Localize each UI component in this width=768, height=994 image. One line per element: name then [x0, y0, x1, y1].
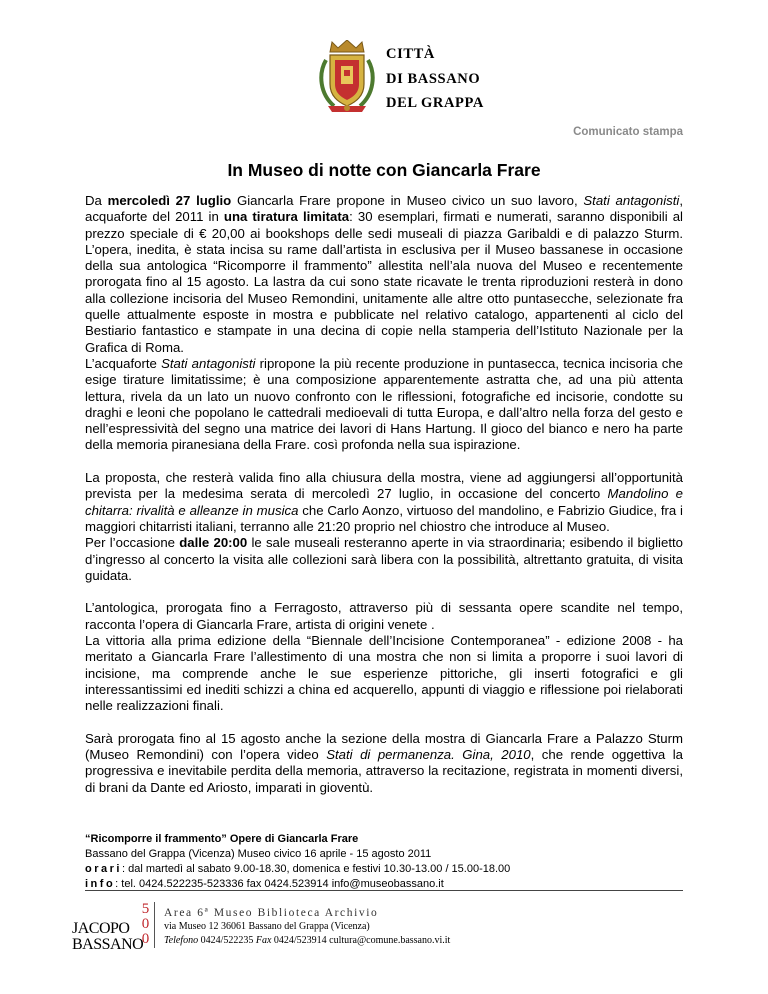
bold-run: mercoledì 27 luglio — [107, 193, 232, 208]
text-run: Da — [85, 193, 108, 208]
italic-run: Stati di permanenza. Gina, 2010 — [326, 747, 531, 763]
city-name-line: CITTÀ — [386, 46, 435, 62]
paragraph — [85, 535, 683, 584]
text-run: La proposta, che resterà valida fino alla chiusura della mostra, viene ad aggiungersi all’opportunità prevista per la medesima serata di mercoledì 27 luglio, in occasione del concerto — [85, 470, 683, 502]
logo-digit: 5 — [141, 901, 150, 917]
article-body — [85, 193, 683, 796]
text-run: ripropone la più recente produzione in puntasecca, tecnica incisoria che esige tirature limitatissime; è una composizione apparentemente astratta che, ad una più attenta lettura, rivela da un lato un nuovo confronto con le riflessioni, fotografiche ed incisorie, condotte su draghi e leoni che popolano le cattedrali medioevali di tutta Europa, e dall’altro nella forza del gesto e nell’espressività del segno una matrice dei lavori di Hans Hartung. Il gioco del bianco e nero ha parte della memoria piranesiana della Frare. così profonda nella sua ispirazione. — [85, 355, 683, 453]
city-name — [386, 42, 484, 116]
text-run: , che rende oggettiva la progressiva e inevitabile perdita della memoria, attraverso la recitazione, registrata in momenti diversi, di brani da Dante ed Ariosto, imparati in gioventù. — [85, 747, 683, 795]
logo-digit: 0 — [141, 916, 150, 932]
paragraph: La vittoria alla prima edizione della “Biennale dell’Incisione Contemporanea” - edizione 2008 - ha meritato a Giancarla Frare l’allestimento di una mostra che non si limita a proporre i suoi lavori di incisione, ma comprende anche le sue esperienze pittoriche, gli inserti fotografici e gli interessantissimi ed inediti schizzi a china ed acquerello, appunti di viaggio e riflessione poi rielaborati nelle realizzazioni finali. — [85, 633, 683, 714]
fax-label: Fax — [255, 935, 272, 946]
press-release-label: Comunicato stampa — [573, 126, 683, 138]
footer-divider — [85, 890, 683, 891]
event-title: “Ricomporre il frammento” Opere di Giancarla Frare — [85, 833, 359, 845]
street-address: via Museo 12 36061 Bassano del Grappa (Vicenza) — [164, 921, 370, 932]
text-run: Giancarla Frare propone in Museo civico un suo lavoro, — [231, 193, 584, 208]
city-name-line: DEL GRAPPA — [386, 95, 484, 111]
paragraph — [85, 356, 683, 454]
fax-email-value: 0424/523914 cultura@comune.bassano.vi.it — [271, 935, 451, 946]
hours-label: orari — [85, 863, 122, 875]
paragraph — [85, 470, 683, 535]
logo-digit: 0 — [141, 931, 150, 947]
tel-label: Telefono — [164, 935, 199, 946]
text-run: Sarà prorogata fino al 15 agosto anche la sezione della mostra di Giancarla Frare a Palazzo Sturm (Museo Remondini) con l’opera video — [85, 730, 683, 763]
text-run: le sale museali resteranno aperte in via straordinaria; esibendo il biglietto d’ingresso al concerto la visita alle collezioni sarà libera con la possibilità, altrettanto gratuita, di visita guidata. — [85, 535, 683, 583]
city-crest-icon — [318, 40, 376, 118]
italic-run: Stati antagonisti — [583, 193, 680, 208]
text-run: che Carlo Aonzo, virtuoso del mandolino, e Fabrizio Giudice, fra i maggiori chitarristi italiani, terranno alle 21:20 proprio nel chiostro che introduce al Museo. — [85, 502, 683, 534]
logo-separator — [154, 902, 155, 948]
text-run: : 30 esemplari, firmati e numerati, saranno disponibili al prezzo speciale di € 20,00 ai bookshops delle sedi museali di piazza Garibaldi e di palazzo Sturm. L’opera, inedita, è stata incisa su rame dall’artista in esclusiva per il Museo bassanese in occasione della sua antologica “Ricomporre il frammento” allestita nell’ala nuova del Museo e recentemente prorogata fino al 15 agosto. La lastra da cui sono state ricavate le trenta riproduzioni resterà in dono alla collezione incisoria del Museo Remondini, unitamente alle altre otto puntasecche, selezionate fra quelle attualmente esposte in mostra e pubblicate nel relativo catalogo, appartenenti al ciclo del Bestiario fantastico e stampate in una decina di copie nella stamperia dell’Istituto Nazionale per la Grafica di Roma. — [85, 209, 683, 355]
text-run: L’acquaforte — [85, 355, 162, 371]
bold-run: dalle 20:00 — [179, 535, 248, 551]
info-value: : tel. 0424.522235-523336 fax 0424.523914 info@museobassano.it — [115, 878, 444, 890]
text-run: , acquaforte del 2011 in — [85, 193, 683, 225]
bold-run: una tiratura limitata — [223, 209, 350, 225]
logo-word-top: JACOPO — [72, 920, 130, 937]
hours-value: : dal martedì al sabato 9.00-18.30, domenica e festivi 10.30-13.00 / 15.00-18.00 — [121, 863, 511, 875]
info-label: info — [85, 878, 116, 890]
italic-run: Mandolino e chitarra: rivalità e alleanze in musica — [85, 486, 683, 518]
paragraph — [85, 193, 683, 356]
paragraph — [85, 731, 683, 796]
department-name: Area 6ª Museo Biblioteca Archivio — [164, 907, 379, 919]
logo-500-mark — [139, 902, 152, 947]
logo-word-bottom: BASSANO — [72, 936, 144, 953]
contact-line — [164, 934, 450, 948]
event-place-dates: Bassano del Grappa (Vicenza) Museo civico 16 aprile - 15 agosto 2011 — [85, 848, 432, 860]
paragraph: L’antologica, prorogata fino a Ferragosto, attraverso più di sessanta opere scandite nel tempo, racconta l’opera di Giancarla Frare, artista di origini venete . — [85, 600, 683, 632]
city-name-line: DI BASSANO — [386, 70, 481, 87]
tel-value: 0424/522235 — [198, 935, 256, 946]
text-run: Per l’occasione — [85, 535, 180, 551]
footer-address — [164, 906, 450, 948]
italic-run: Stati antagonisti — [161, 355, 256, 371]
event-info — [85, 832, 510, 892]
page-title: In Museo di notte con Giancarla Frare — [227, 160, 541, 180]
